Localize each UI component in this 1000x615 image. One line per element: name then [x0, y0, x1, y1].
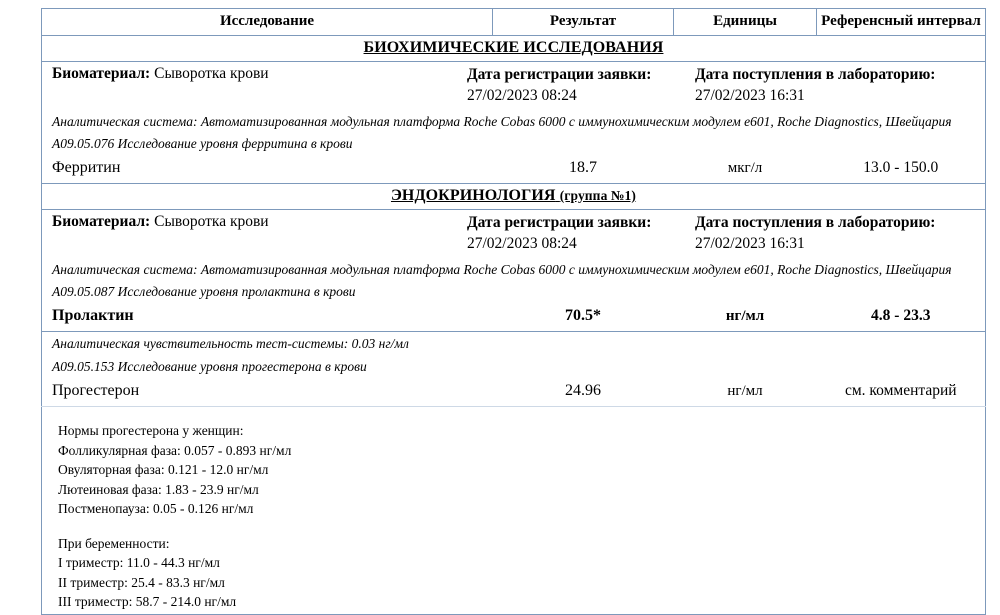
lab-results-body [42, 9, 986, 615]
registration-date-block [467, 65, 651, 106]
lab-arrival-date-value: 27/02/2023 16:31 [695, 87, 805, 104]
section-title-endocrinology: ЭНДОКРИНОЛОГИЯ (группа №1) [390, 187, 637, 204]
comment-row [42, 407, 986, 615]
comment-women-heading: Нормы прогестерона у женщин: [58, 423, 244, 438]
section-title-cell [42, 184, 986, 210]
section-title-biochemistry: БИОХИМИЧЕСКИЕ ИССЛЕДОВАНИЯ [363, 39, 664, 56]
comment-pregnancy-line-1: II триместр: 25.4 - 83.3 нг/мл [58, 574, 225, 590]
test-name: Пролактин [42, 303, 493, 332]
progesterone-comment [42, 407, 985, 614]
biomaterial-label: Биоматериал: Сыворотка крови [52, 65, 269, 82]
column-header-result: Результат [493, 9, 674, 36]
column-header-units: Единицы [674, 9, 817, 36]
analytical-system-text: Аналитическая система: Автоматизированная модульная платформа Roche Cobas 6000 с иммунохимическим модулем e601, Roche Diagnostics, Швейцария [52, 114, 952, 129]
biomaterial-value: Сыворотка крови [154, 65, 269, 82]
section-group-endocrinology: (группа №1) [559, 188, 637, 203]
comment-cell [42, 407, 986, 615]
test-result-value: 70.5* [493, 303, 674, 332]
test-sensitivity-cell [42, 332, 986, 356]
analytical-system-row-biochemistry [42, 111, 986, 132]
test-units: нг/мл [674, 303, 817, 332]
test-code-cell [42, 355, 986, 378]
comment-women-line-1: Овуляторная фаза: 0.121 - 12.0 нг/мл [58, 462, 269, 477]
analytical-system-text: Аналитическая система: Автоматизированная модульная платформа Roche Cobas 6000 с иммунохимическим модулем e601, Roche Diagnostics, Швейцария [52, 262, 952, 277]
lab-arrival-date-block [695, 213, 935, 254]
test-code-text: A09.05.153 Исследование уровня прогестерона в крови [52, 359, 367, 374]
lab-arrival-date-value: 27/02/2023 16:31 [695, 235, 805, 252]
analytical-system-cell [42, 111, 986, 132]
test-code-row [42, 280, 986, 303]
test-units: мкг/л [674, 155, 817, 184]
test-code-row [42, 132, 986, 155]
biomaterial-cell [42, 62, 986, 112]
comment-pregnancy-heading: При беременности: [58, 535, 170, 551]
column-header-name: Исследование [42, 9, 493, 36]
test-reference-interval: 4.8 - 23.3 [817, 303, 986, 332]
column-header-reference: Референсный интервал [817, 9, 986, 36]
test-result-row [42, 303, 986, 332]
test-code-text: A09.05.087 Исследование уровня пролактина в крови [52, 284, 356, 299]
test-sensitivity-text: Аналитическая чувствительность тест-системы: 0.03 нг/мл [52, 336, 409, 351]
test-result-row [42, 378, 986, 407]
test-result-value: 24.96 [493, 378, 674, 407]
section-title-cell [42, 36, 986, 62]
lab-arrival-date-label: Дата поступления в лабораторию: [695, 214, 936, 231]
test-code-row [42, 355, 986, 378]
registration-date-label: Дата регистрации заявки: [467, 66, 652, 83]
biomaterial-row-endocrinology [42, 210, 986, 260]
test-code-cell [42, 280, 986, 303]
comment-pregnancy-line-0: I триместр: 11.0 - 44.3 нг/мл [58, 555, 220, 570]
test-name: Ферритин [42, 155, 493, 184]
comment-women-line-0: Фолликулярная фаза: 0.057 - 0.893 нг/мл [58, 442, 292, 458]
section-title-row-biochemistry [42, 36, 986, 62]
analytical-system-cell [42, 259, 986, 280]
lab-results-table [41, 8, 986, 615]
test-code-cell [42, 132, 986, 155]
biomaterial-wrap [42, 62, 985, 111]
test-code-text: A09.05.076 Исследование уровня ферритина в крови [52, 136, 353, 151]
comment-pregnancy-line-2: III триместр: 58.7 - 214.0 нг/мл [58, 594, 237, 609]
table-header-row [42, 9, 986, 36]
biomaterial-wrap [42, 210, 985, 259]
test-reference-interval: 13.0 - 150.0 [817, 155, 986, 184]
lab-arrival-date-block [695, 65, 935, 106]
lab-arrival-date-label: Дата поступления в лабораторию: [695, 66, 936, 83]
registration-date-label: Дата регистрации заявки: [467, 214, 652, 231]
comment-women-line-2: Лютеиновая фаза: 1.83 - 23.9 нг/мл [58, 481, 259, 497]
comment-women-line-3: Постменопауза: 0.05 - 0.126 нг/мл [58, 501, 254, 516]
test-units: нг/мл [674, 378, 817, 407]
registration-date-block [467, 213, 651, 254]
registration-date-value: 27/02/2023 08:24 [467, 235, 577, 252]
test-result-value: 18.7 [493, 155, 674, 184]
registration-date-value: 27/02/2023 08:24 [467, 87, 577, 104]
biomaterial-value: Сыворотка крови [154, 213, 269, 230]
test-name: Прогестерон [42, 378, 493, 407]
biomaterial-row-biochemistry [42, 62, 986, 112]
comment-spacer [58, 519, 975, 534]
test-reference-interval: см. комментарий [817, 378, 986, 407]
biomaterial-cell [42, 210, 986, 260]
analytical-system-row-endocrinology [42, 259, 986, 280]
section-title-row-endocrinology [42, 184, 986, 210]
biomaterial-label: Биоматериал: Сыворотка крови [52, 213, 269, 230]
test-result-row [42, 155, 986, 184]
test-sensitivity-row [42, 332, 986, 356]
